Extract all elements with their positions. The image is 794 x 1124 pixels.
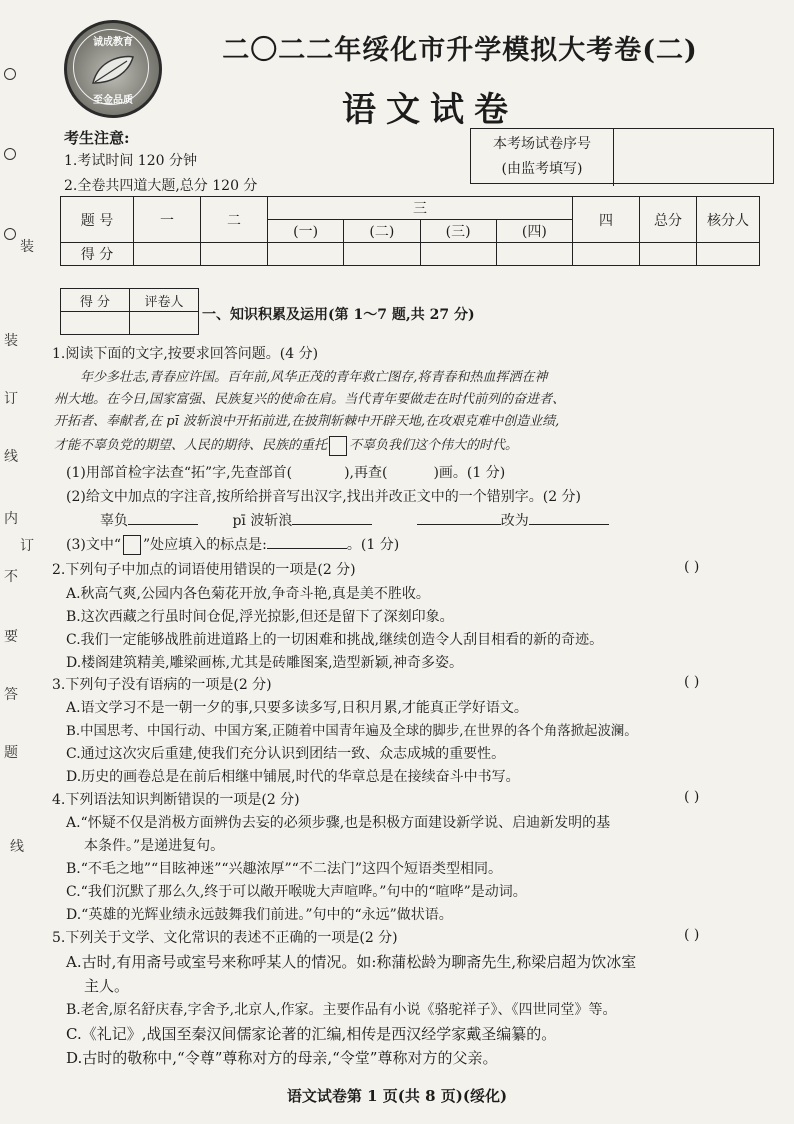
q3-option: D.历史的画卷总是在前后相继中铺展,时代的华章总是在接续奋斗中书写。: [66, 769, 520, 785]
eval-grader-label: 评卷人: [130, 289, 199, 312]
binding-hole: [4, 68, 16, 80]
q3-option: C.通过这次灾后重建,使我们充分认识到团结一致、众志成城的重要性。: [66, 746, 506, 762]
score-header-cell: 一: [134, 197, 201, 243]
pinyin-blank[interactable]: [128, 524, 198, 525]
margin-char: 装: [20, 239, 34, 255]
q1-stem: 1.阅读下面的文字,按要求回答问题。(4 分): [52, 346, 319, 362]
score-header-cell: 三: [268, 197, 573, 220]
score-cell[interactable]: [201, 243, 268, 266]
score-table: [60, 196, 760, 266]
score-row-label: 得 分: [61, 243, 134, 266]
q1-sub3-text: (3)文中“: [66, 537, 121, 553]
margin-char: 装: [4, 333, 18, 349]
margin-char: 线: [4, 449, 18, 465]
q3-option: B.中国思考、中国行动、中国方案,正随着中国青年遍及全球的脚步,在世界的各个角落掀起波澜。: [66, 724, 638, 739]
subject-title: 语文试卷: [342, 90, 518, 130]
q3-answer-paren[interactable]: ( ): [684, 674, 700, 690]
correct-char-blank[interactable]: [529, 524, 609, 525]
eval-score-cell[interactable]: [61, 312, 130, 335]
seal-top-text: 诚成教育: [93, 37, 133, 48]
q4-option: B.“不毛之地”“目眩神迷”“兴趣浓厚”“不二法门”这四个短语类型相同。: [66, 861, 502, 877]
wrong-char-blank[interactable]: [417, 524, 501, 525]
margin-char: 要: [4, 629, 18, 645]
score-header-cell: 二: [201, 197, 268, 243]
correct-label: 改为: [500, 513, 529, 529]
q5-option: D.古时的敬称中,“令尊”尊称对方的母亲,“令堂”尊称对方的父亲。: [66, 1049, 498, 1067]
margin-char: 订: [4, 391, 18, 407]
punctuation-answer-blank[interactable]: [267, 548, 347, 549]
q4-option: D.“英雄的光辉业绩永远鼓舞我们前进。”句中的“永远”做状语。: [66, 907, 453, 923]
score-sub-cell: (三): [420, 220, 496, 243]
eval-grader-cell[interactable]: [130, 312, 199, 335]
q5-answer-paren[interactable]: ( ): [684, 927, 700, 943]
seat-label-line1: 本考场试卷序号: [493, 136, 591, 152]
score-header-cell: 题 号: [61, 197, 134, 243]
q5-stem: 5.下列关于文学、文化常识的表述不正确的一项是(2 分): [52, 930, 398, 946]
q4-answer-paren[interactable]: ( ): [684, 789, 700, 805]
q4-option: C.“我们沉默了那么久,终于可以敞开喉咙大声喧哗。”句中的“喧哗”是动词。: [66, 884, 527, 900]
q1-sub3: [66, 534, 399, 555]
hanzi-blank[interactable]: [292, 524, 372, 525]
seal-bottom-text: 至金品质: [93, 95, 133, 106]
punctuation-box-icon: [123, 535, 141, 555]
q1-sub2-answers: [100, 510, 609, 530]
margin-char: 题: [4, 745, 18, 761]
q4-option: A.“怀疑不仅是消极方面辨伪去妄的必须步骤,也是积极方面建设新学说、启迪新发明的基: [66, 815, 611, 831]
q1-sub1-text: (1)用部首检字法查“拓”字,先查部首(: [66, 465, 293, 481]
q2-answer-paren[interactable]: ( ): [684, 559, 700, 575]
q1-sub1-text: )画。(1 分): [433, 465, 506, 481]
q1-passage-line: 开拓者、奉献者,在 pī 波斩浪中开拓前进,在披荆斩棘中开辟天地,在攻艰克难中创造业绩,: [54, 414, 560, 429]
notice-heading: 考生注意:: [64, 129, 130, 147]
q5-option: 主人。: [84, 977, 130, 995]
score-sub-cell: (二): [344, 220, 420, 243]
score-cell[interactable]: [573, 243, 640, 266]
margin-char: 线: [10, 839, 24, 855]
school-seal-logo: [64, 20, 162, 118]
q2-stem: 2.下列句子中加点的词语使用错误的一项是(2 分): [52, 562, 356, 578]
margin-char: 订: [20, 538, 34, 554]
notice-item: 1.考试时间 120 分钟: [64, 153, 197, 169]
q4-stem: 4.下列语法知识判断错误的一项是(2 分): [52, 792, 300, 808]
seat-label-line2: (由监考填写): [501, 161, 583, 177]
page-footer: 语文试卷第 1 页(共 8 页)(绥化): [286, 1087, 508, 1105]
q5-option: A.古时,有用斋号或室号来称呼某人的情况。如:称蒲松龄为聊斋先生,称梁启超为饮冰室: [66, 953, 637, 971]
score-header-cell: 核分人: [697, 197, 760, 243]
q2-option: C.我们一定能够战胜前进道路上的一切困难和挑战,继续创造令人刮目相看的新的奇迹。: [66, 632, 604, 648]
q1-sub3-text: ”处应填入的标点是:: [143, 537, 267, 553]
score-header-cell: 总分: [640, 197, 697, 243]
q3-stem: 3.下列句子没有语病的一项是(2 分): [52, 677, 272, 693]
punctuation-blank-box[interactable]: [329, 436, 347, 456]
q3-option: A.语文学习不是一朝一夕的事,只要多读多写,日积月累,才能真正学好语文。: [66, 700, 528, 716]
score-cell[interactable]: [268, 243, 344, 266]
margin-char: 答: [4, 687, 18, 703]
margin-char: 不: [4, 569, 18, 585]
score-cell[interactable]: [420, 243, 496, 266]
score-sub-cell: (一): [268, 220, 344, 243]
score-cell[interactable]: [496, 243, 572, 266]
q1-passage-text: 才能不辜负党的期望、人民的期待、民族的重托: [54, 438, 328, 453]
binding-hole: [4, 228, 16, 240]
score-sub-cell: (四): [496, 220, 572, 243]
q5-option: B.老舍,原名舒庆春,字舍予,北京人,作家。主要作品有小说《骆驼祥子》、《四世同堂》等。: [66, 1002, 617, 1018]
leaf-icon: [89, 53, 137, 87]
score-cell[interactable]: [697, 243, 760, 266]
score-header-cell: 四: [573, 197, 640, 243]
q1-sub1: [66, 462, 505, 482]
seat-number-label: [471, 129, 614, 186]
seat-number-box: [470, 128, 774, 184]
q2-option: D.楼阁建筑精美,雕梁画栋,尤其是砖雕图案,造型新颖,神奇多姿。: [66, 655, 463, 671]
q1-passage-line: 年少多壮志,青春应许国。百年前,风华正茂的青年救亡图存,将青春和热血挥洒在神: [80, 370, 548, 385]
q1-passage-line: 州大地。在今日,国家富强、民族复兴的使命在肩。当代青年要做走在时代前列的奋进者、: [54, 392, 566, 407]
score-cell[interactable]: [640, 243, 697, 266]
section-title: 一、知识积累及运用(第 1～7 题,共 27 分): [202, 307, 475, 323]
hanzi-word: pī 波斩浪: [232, 513, 293, 529]
exam-title: 二〇二二年绥化市升学模拟大考卷(二): [222, 35, 698, 66]
q1-sub2: (2)给文中加点的字注音,按所给拼音写出汉字,找出并改正文中的一个错别字。(2 分): [66, 489, 582, 505]
q1-passage-text: 不辜负我们这个伟大的时代。: [349, 438, 519, 453]
q2-option: B.这次西藏之行虽时间仓促,浮光掠影,但还是留下了深刻印象。: [66, 609, 454, 625]
q5-option: C.《礼记》,战国至秦汉间儒家论著的汇编,相传是西汉经学家戴圣编纂的。: [66, 1025, 557, 1043]
evaluator-box: [60, 288, 199, 335]
binding-hole: [4, 148, 16, 160]
q1-sub3-text: 。(1 分): [346, 537, 400, 553]
q4-option: 本条件。”是递进复句。: [84, 838, 225, 854]
q1-passage-line: [54, 434, 518, 456]
score-cell[interactable]: [344, 243, 420, 266]
eval-score-label: 得 分: [61, 289, 130, 312]
q2-option: A.秋高气爽,公园内各色菊花开放,争奇斗艳,真是美不胜收。: [66, 586, 430, 602]
q1-sub1-text: ),再查(: [344, 465, 388, 481]
pinyin-word: 辜负: [100, 513, 128, 529]
margin-char: 内: [4, 511, 18, 527]
notice-item: 2.全卷共四道大题,总分 120 分: [64, 178, 258, 194]
score-cell[interactable]: [134, 243, 201, 266]
